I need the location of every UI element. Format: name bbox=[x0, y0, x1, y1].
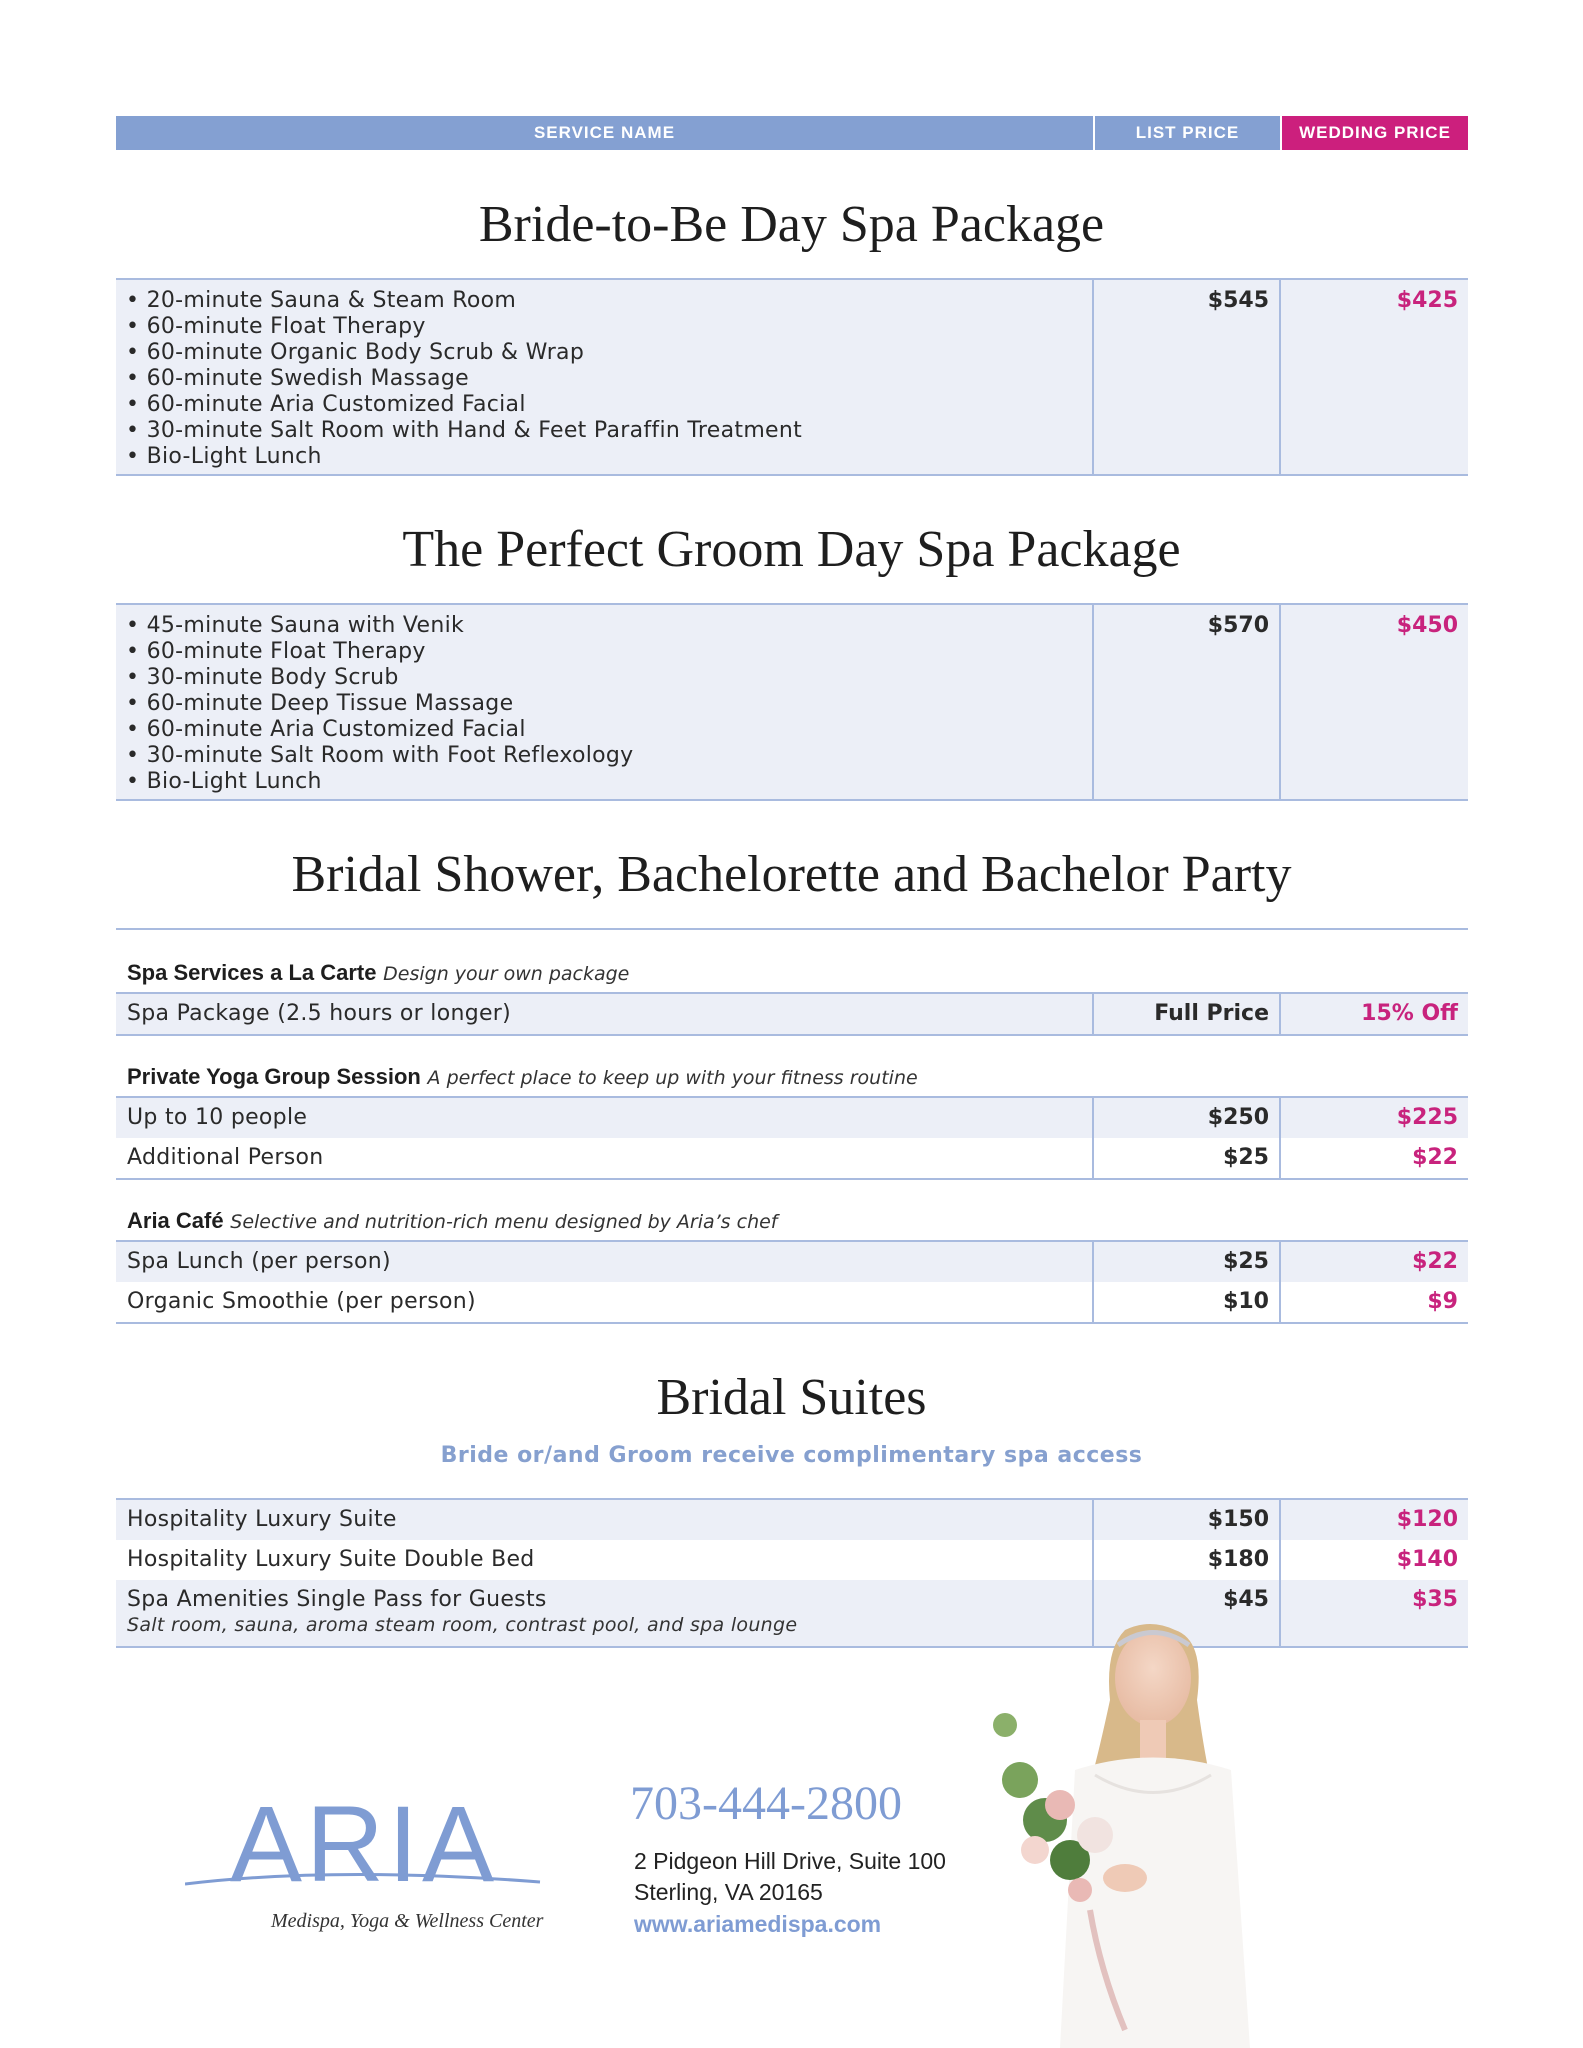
row-wedding-price: $35 bbox=[1412, 1587, 1458, 1612]
bride-package-wedding-price: $425 bbox=[1396, 288, 1458, 313]
table-header bbox=[116, 116, 1468, 150]
list-item: • 60-minute Deep Tissue Massage bbox=[126, 691, 1082, 717]
list-item: • 60-minute Swedish Massage bbox=[126, 366, 1082, 392]
list-item: • 20-minute Sauna & Steam Room bbox=[126, 288, 1082, 314]
spa-a-la-carte-desc: Design your own package bbox=[383, 963, 630, 985]
row-list-price: $10 bbox=[1094, 1282, 1281, 1322]
divider bbox=[116, 1034, 1468, 1036]
yoga-name: Private Yoga Group Session bbox=[127, 1064, 421, 1089]
list-item: • 30-minute Salt Room with Hand & Feet Paraffin Treatment bbox=[126, 418, 1082, 444]
list-item: • 30-minute Salt Room with Foot Reflexology bbox=[126, 743, 1082, 769]
table-row bbox=[116, 1138, 1468, 1178]
row-wedding-price: $140 bbox=[1396, 1547, 1458, 1572]
divider bbox=[116, 1178, 1468, 1180]
cafe-desc: Selective and nutrition-rich menu designed by Aria’s chef bbox=[230, 1211, 778, 1233]
address-line-2: Sterling, VA 20165 bbox=[634, 1879, 823, 1905]
row-list-price: Full Price bbox=[1094, 994, 1281, 1034]
row-list-price: $45 bbox=[1094, 1580, 1281, 1646]
row-wedding-price: $9 bbox=[1427, 1289, 1458, 1314]
row-service-name: Hospitality Luxury Suite Double Bed bbox=[116, 1540, 1094, 1580]
divider bbox=[116, 1322, 1468, 1324]
bride-package-items bbox=[116, 280, 1094, 474]
suites-title: Bridal Suites bbox=[656, 1369, 927, 1426]
list-item: • 45-minute Sauna with Venik bbox=[126, 613, 1082, 639]
row-service-note: Salt room, sauna, aroma steam room, contrast pool, and spa lounge bbox=[127, 1614, 798, 1636]
table-row bbox=[116, 1500, 1468, 1540]
divider bbox=[116, 928, 1468, 930]
bride-package-block bbox=[116, 278, 1468, 476]
groom-package-block bbox=[116, 603, 1468, 801]
row-list-price: $25 bbox=[1094, 1138, 1281, 1178]
aria-logo bbox=[185, 1783, 575, 1940]
list-item: • 60-minute Aria Customized Facial bbox=[126, 392, 1082, 418]
spa-a-la-carte-name: Spa Services a La Carte bbox=[127, 960, 377, 985]
list-item: • 60-minute Organic Body Scrub & Wrap bbox=[126, 340, 1082, 366]
bride-package-list-price: $545 bbox=[1094, 280, 1281, 474]
table-row bbox=[116, 1282, 1468, 1322]
row-service-name: Hospitality Luxury Suite bbox=[116, 1500, 1094, 1540]
table-row bbox=[116, 1540, 1468, 1580]
list-item: • Bio-Light Lunch bbox=[126, 769, 1082, 795]
table-row bbox=[116, 1242, 1468, 1282]
row-service-title: Spa Amenities Single Pass for Guests bbox=[127, 1587, 547, 1612]
row-list-price: $250 bbox=[1094, 1098, 1281, 1138]
list-item: • Bio-Light Lunch bbox=[126, 444, 1082, 470]
table-row bbox=[116, 994, 1468, 1034]
row-service-name: Additional Person bbox=[116, 1138, 1094, 1178]
yoga-heading bbox=[127, 1064, 918, 1090]
website-link[interactable]: www.ariamedispa.com bbox=[634, 1911, 882, 1937]
row-wedding-price: 15% Off bbox=[1361, 1001, 1458, 1026]
cafe-name: Aria Café bbox=[127, 1208, 224, 1233]
spa-a-la-carte-heading bbox=[127, 960, 629, 986]
phone-number: 703-444-2800 bbox=[630, 1777, 902, 1830]
row-wedding-price: $120 bbox=[1396, 1507, 1458, 1532]
row-wedding-price: $22 bbox=[1412, 1145, 1458, 1170]
cafe-heading bbox=[127, 1208, 778, 1234]
groom-package-wedding-price: $450 bbox=[1396, 613, 1458, 638]
list-item: • 60-minute Aria Customized Facial bbox=[126, 717, 1082, 743]
row-list-price: $150 bbox=[1094, 1500, 1281, 1540]
header-service-name: SERVICE NAME bbox=[116, 116, 1093, 150]
row-list-price: $180 bbox=[1094, 1540, 1281, 1580]
row-wedding-price: $225 bbox=[1396, 1105, 1458, 1130]
bride-photo bbox=[975, 1610, 1305, 2048]
list-item: • 60-minute Float Therapy bbox=[126, 639, 1082, 665]
groom-package-list-price: $570 bbox=[1094, 605, 1281, 799]
list-item: • 60-minute Float Therapy bbox=[126, 314, 1082, 340]
row-service-name bbox=[116, 1580, 1094, 1646]
yoga-desc: A perfect place to keep up with your fitness routine bbox=[427, 1067, 918, 1089]
groom-package-items bbox=[116, 605, 1094, 799]
logo-swoosh-icon bbox=[185, 1862, 545, 1892]
logo-wordmark: ARIA bbox=[230, 1783, 499, 1904]
row-service-name: Spa Lunch (per person) bbox=[116, 1242, 1094, 1282]
suites-tagline: Bride or/and Groom receive complimentary spa access bbox=[440, 1443, 1143, 1468]
row-service-name: Organic Smoothie (per person) bbox=[116, 1282, 1094, 1322]
bride-package-title: Bride-to-Be Day Spa Package bbox=[478, 196, 1105, 253]
logo-subtitle: Medispa, Yoga & Wellness Center bbox=[271, 1910, 544, 1932]
header-wedding-price: WEDDING PRICE bbox=[1282, 116, 1468, 150]
header-list-price: LIST PRICE bbox=[1095, 116, 1280, 150]
table-row bbox=[116, 1098, 1468, 1138]
row-service-name: Up to 10 people bbox=[116, 1098, 1094, 1138]
row-list-price: $25 bbox=[1094, 1242, 1281, 1282]
groom-package-title: The Perfect Groom Day Spa Package bbox=[402, 521, 1181, 578]
row-wedding-price: $22 bbox=[1412, 1249, 1458, 1274]
row-service-name: Spa Package (2.5 hours or longer) bbox=[116, 994, 1094, 1034]
address-line-1: 2 Pidgeon Hill Drive, Suite 100 bbox=[634, 1848, 946, 1874]
party-title: Bridal Shower, Bachelorette and Bachelor Party bbox=[291, 846, 1292, 903]
list-item: • 30-minute Body Scrub bbox=[126, 665, 1082, 691]
